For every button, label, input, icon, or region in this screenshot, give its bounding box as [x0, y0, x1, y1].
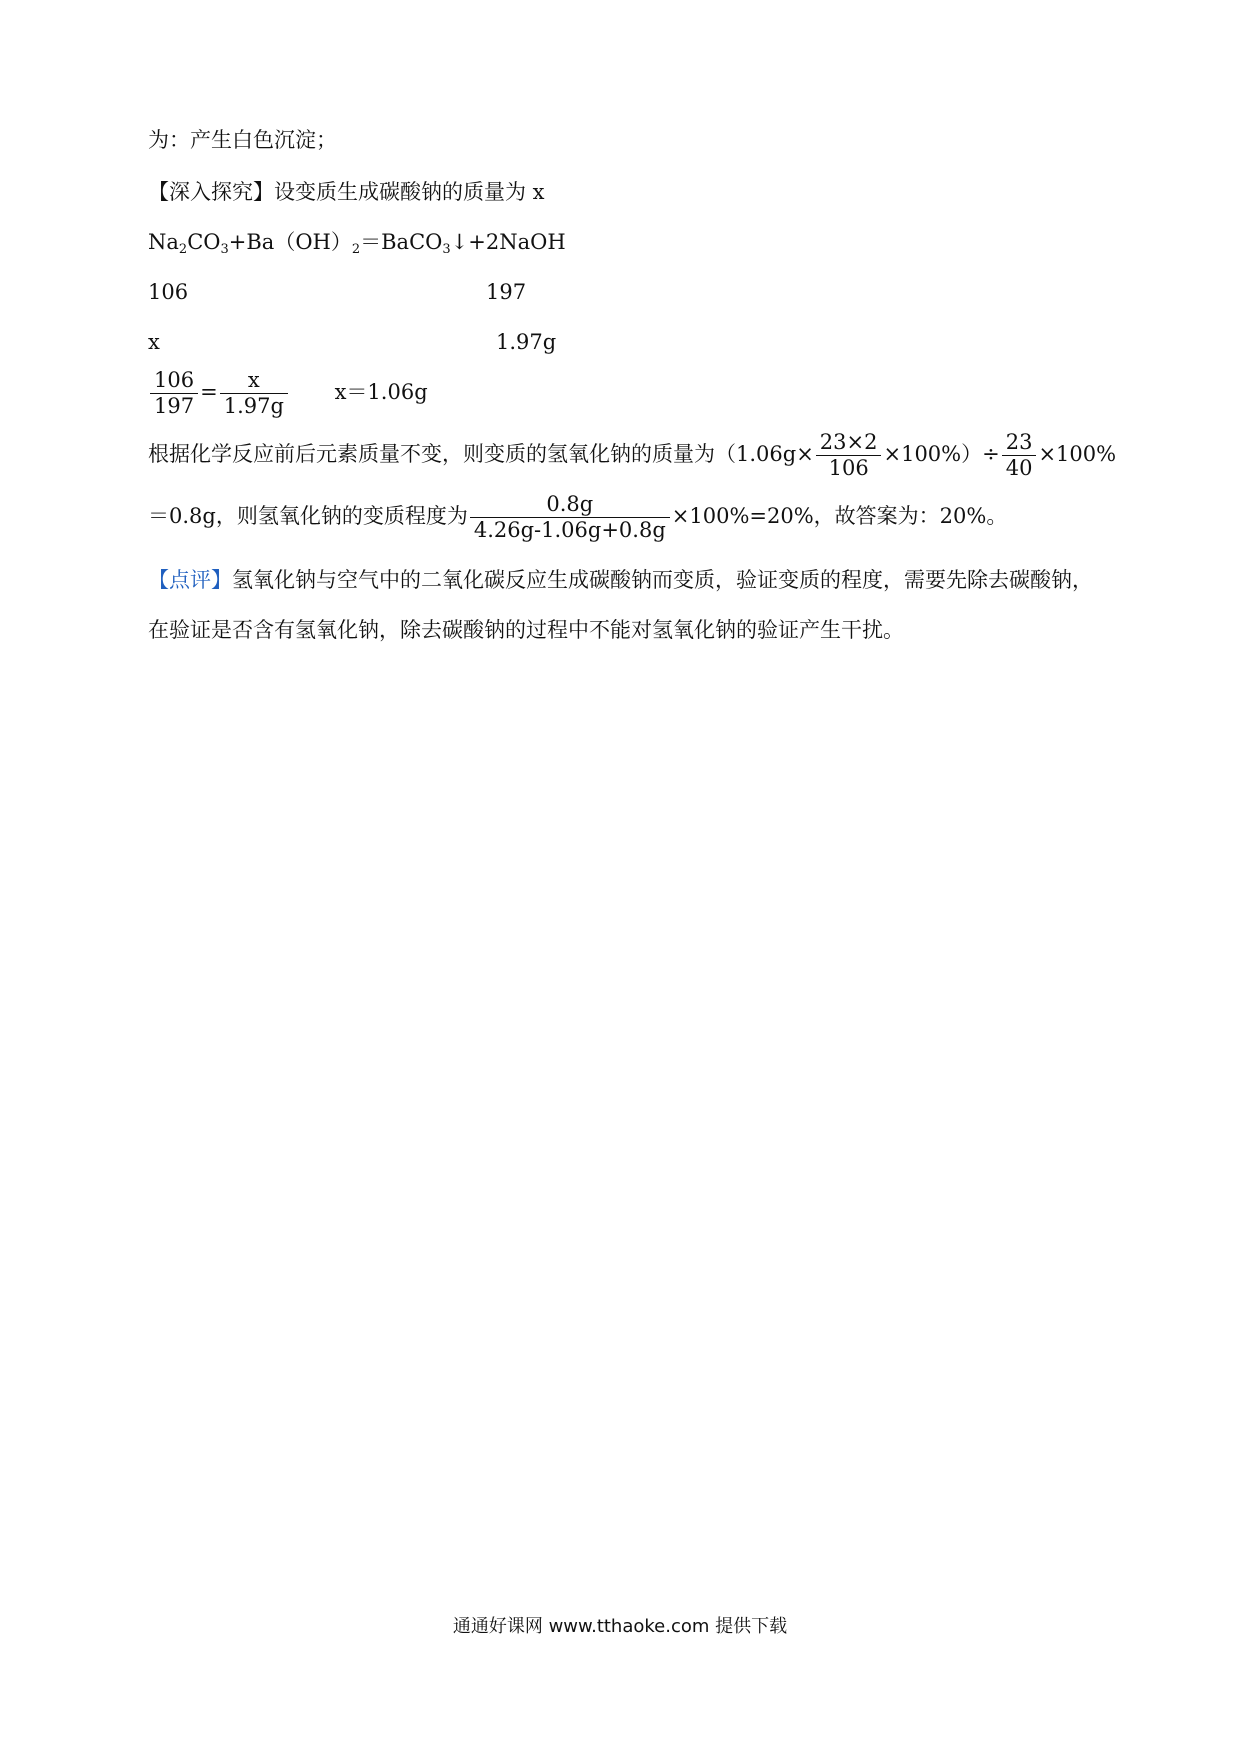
- mass-row: [148, 330, 557, 354]
- mass-left: x: [148, 330, 160, 354]
- eq-subscript: 2: [178, 242, 188, 257]
- equals-sign: =: [200, 380, 218, 404]
- eq-part: ↓+2NaOH: [450, 230, 566, 254]
- numerator: 23×2: [816, 432, 882, 456]
- review-line-2: 在验证是否含有氢氧化钠，除去碳酸钠的过程中不能对氢氧化钠的验证产生干扰。: [148, 618, 904, 642]
- denominator: 40: [1005, 456, 1033, 480]
- calc1-text: 根据化学反应前后元素质量不变，则变质的氢氧化钠的质量为（1.06g×: [148, 442, 814, 466]
- molar-mass-row: [148, 280, 527, 304]
- denominator: 4.26g-1.06g+0.8g: [473, 518, 666, 542]
- numerator: 23: [1002, 432, 1037, 456]
- denominator: 1.97g: [223, 394, 284, 418]
- eq-part: +Ba（OH）: [228, 230, 352, 254]
- review-label: 【点评】: [148, 568, 232, 592]
- molar-mass-right: 197: [486, 280, 527, 304]
- denominator: 106: [828, 456, 869, 480]
- calculation-line-2: [148, 494, 1007, 541]
- review-text-1: 氢氧化钠与空气中的二氧化碳反应生成碳酸钠而变质，验证变质的程度，需要先除去碳酸钠，: [232, 568, 1093, 592]
- calc2-end: ×100%=20%，故答案为：20%。: [671, 504, 1008, 528]
- calc1-mid: ×100%）÷: [883, 442, 1000, 466]
- numerator: 0.8g: [470, 494, 670, 518]
- numerator: x: [220, 370, 288, 394]
- eq-subscript: 2: [351, 242, 361, 257]
- calculation-line-1: [148, 432, 1116, 479]
- fraction-23x2-106: [816, 432, 882, 479]
- eq-subscript: 3: [442, 242, 451, 257]
- deep-inquiry-line: 【深入探究】设变质生成碳酸钠的质量为 x: [148, 180, 545, 204]
- review-line-1: [148, 570, 1093, 591]
- ratio-line: [148, 370, 428, 417]
- eq-subscript: 3: [220, 242, 229, 257]
- molar-mass-left: 106: [148, 280, 189, 304]
- eq-part: CO: [187, 230, 221, 254]
- calc2-text: ＝0.8g，则氢氧化钠的变质程度为: [148, 504, 468, 528]
- fraction-x-1.97g: [220, 370, 288, 417]
- answer-line: 为：产生白色沉淀；: [148, 128, 337, 152]
- ratio-result: x＝1.06g: [334, 380, 428, 404]
- mass-right: 1.97g: [496, 330, 557, 354]
- fraction-23-40: [1002, 432, 1037, 479]
- numerator: 106: [150, 370, 198, 394]
- fraction-106-197: [150, 370, 198, 417]
- page-footer: 通通好课网 www.tthaoke.com 提供下载: [452, 1616, 788, 1637]
- denominator: 197: [154, 394, 195, 418]
- calc1-end: ×100%: [1038, 442, 1117, 466]
- fraction-degree: [470, 494, 670, 541]
- eq-part: Na: [148, 230, 179, 254]
- chemical-equation: [148, 232, 566, 256]
- eq-part: ＝BaCO: [360, 230, 443, 254]
